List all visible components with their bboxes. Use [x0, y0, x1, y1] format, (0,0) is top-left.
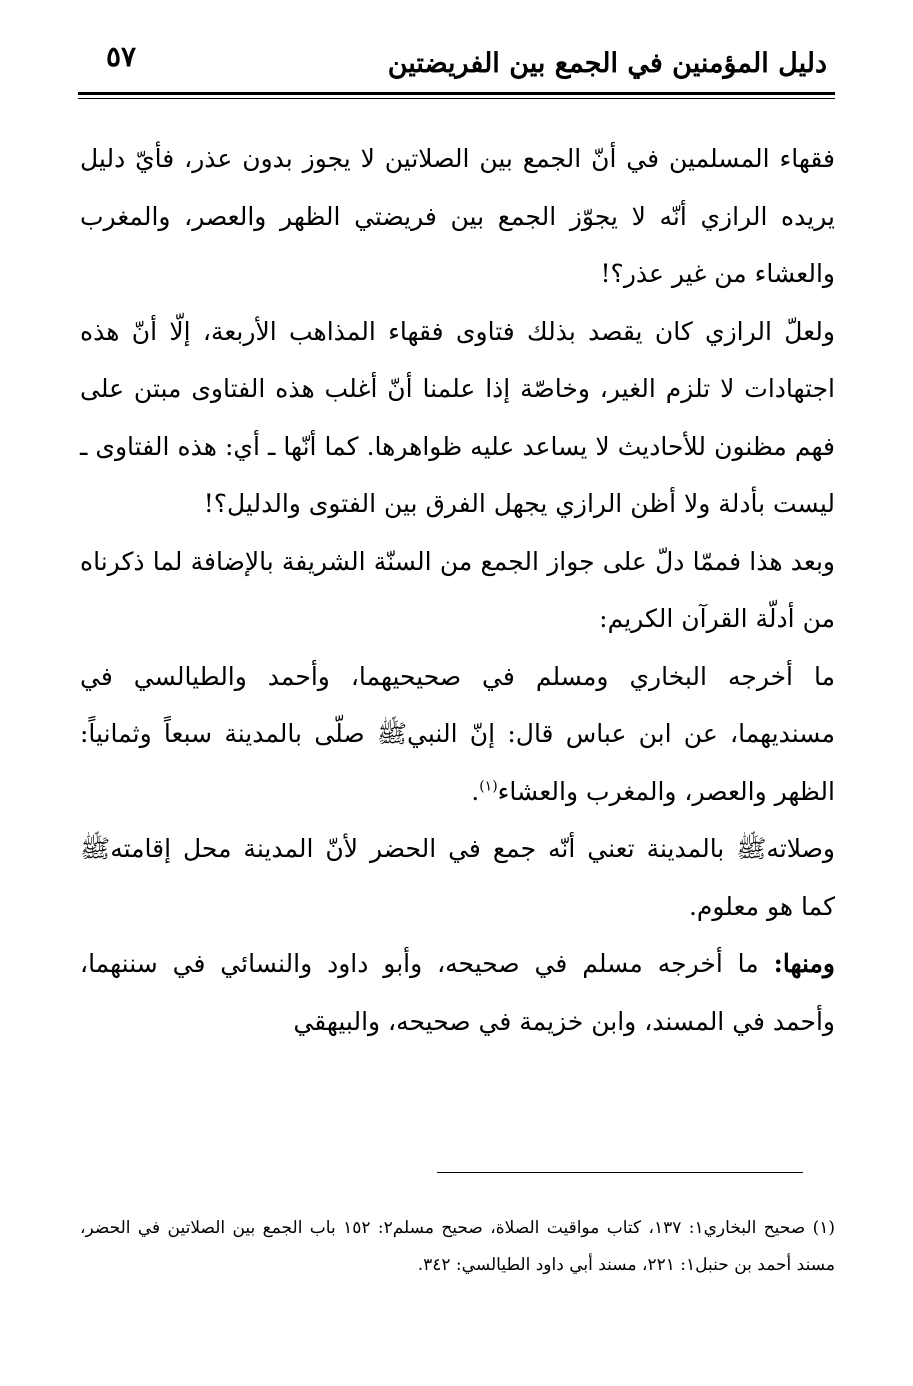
paragraph-text: ما أخرجه البخاري ومسلم في صحيحيهما، وأحمد والطيالسي في مسنديهما، عن ابن عباس قال: إنّ النبيﷺ صلّى بالمدينة سبعاً وثمانياً: الظهر والعصر، والمغرب والعشاء — [80, 661, 835, 806]
header-rule-thin — [78, 98, 835, 99]
paragraph-text: ما أخرجه مسلم في صحيحه، وأبو داود والنسائي في سننهما، وأحمد في المسند، وابن خزيمة في صحيحه، والبيهقي — [80, 949, 835, 1036]
paragraph — [80, 820, 835, 935]
page-number: ٥٧ — [106, 40, 137, 73]
footnote-separator — [437, 1172, 803, 1173]
paragraph — [80, 533, 835, 648]
paragraph — [80, 935, 835, 1050]
paragraph — [80, 648, 835, 821]
paragraph — [80, 303, 835, 533]
running-title: دليل المؤمنين في الجمع بين الفريضتين — [387, 48, 827, 79]
header-rule — [78, 92, 835, 95]
body-text — [80, 130, 835, 1050]
page-header — [78, 34, 835, 96]
footnotes — [80, 1210, 835, 1284]
footnote: (١) صحيح البخاري١: ١٣٧، كتاب مواقيت الصلاة، صحيح مسلم٢: ١٥٢ باب الجمع بين الصلاتين في الحضر، مسند أحمد بن حنبل١: ٢٢١، مسند أبي داود الطيالسي: ٣٤٢. — [80, 1218, 835, 1275]
paragraph-text: ولعلّ الرازي كان يقصد بذلك فتاوى فقهاء المذاهب الأربعة، إلّا أنّ هذه اجتهادات لا تلزم الغير، وخاصّة إذا علمنا أنّ أغلب هذه الفتاوى مبتن على فهم مظنون للأحاديث لا يساعد عليه ظواهرها. كما أنّها ـ أي: هذه الفتاوى ـ ليست بأدلة ولا أظن الرازي يجهل الفرق بين الفتوى والدليل؟! — [80, 316, 835, 518]
paragraph-text: وصلاتهﷺ بالمدينة تعني أنّه جمع في الحضر لأنّ المدينة محل إقامتهﷺ كما هو معلوم. — [80, 834, 835, 921]
paragraph — [80, 130, 835, 303]
footnote-reference[interactable]: (١) — [479, 778, 498, 795]
paragraph-lead: ومنها: — [773, 949, 835, 978]
paragraph-text: فقهاء المسلمين في أنّ الجمع بين الصلاتين لا يجوز بدون عذر، فأيّ دليل يريده الرازي أنّه لا يجوّز الجمع بين فريضتي الظهر والعصر، والمغرب والعشاء من غير عذر؟! — [80, 144, 835, 288]
paragraph-text: وبعد هذا فممّا دلّ على جواز الجمع من السنّة الشريفة بالإضافة لما ذكرناه من أدلّة القرآن الكريم: — [80, 546, 835, 633]
paragraph-text-end: . — [471, 776, 480, 806]
